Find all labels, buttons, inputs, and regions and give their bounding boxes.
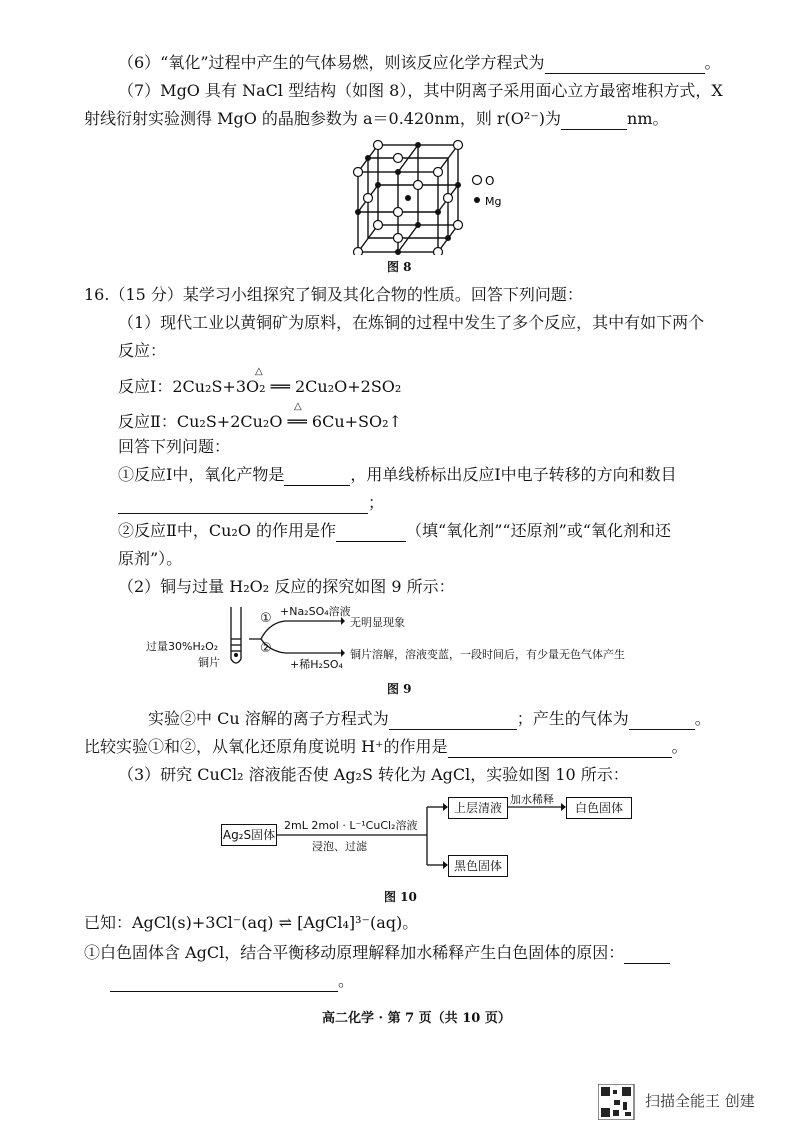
tube-label-h2o2: 过量30%H₂O₂ bbox=[146, 640, 219, 653]
qr-code-icon bbox=[598, 1084, 638, 1120]
q16-sub2: ②反应Ⅱ中，Cu₂O 的作用是作 （填“氧化剂”“还原剂”或“氧化剂和还 bbox=[118, 521, 671, 540]
legend-mg: Mg bbox=[485, 195, 502, 208]
q16-part2: （2）铜与过量 H₂O₂ 反应的探究如图 9 所示： bbox=[118, 577, 455, 596]
step-operation: 浸泡、过滤 bbox=[312, 840, 367, 853]
answer-blank[interactable] bbox=[389, 711, 517, 730]
figure-10-caption: 图 10 bbox=[384, 890, 417, 904]
mgo-crystal-diagram bbox=[340, 135, 520, 255]
q16-part1-line2: 反应： bbox=[118, 341, 167, 360]
answer-blank[interactable] bbox=[336, 523, 406, 542]
last-question: ①白色固体含 AgCl，结合平衡移动原理解释加水稀释产生白色固体的原因： bbox=[84, 942, 670, 964]
answer-blank[interactable] bbox=[118, 495, 368, 514]
answer-prompt: 回答下列问题： bbox=[118, 437, 231, 456]
question-7-line1: （7）MgO 具有 NaCl 型结构（如图 8），其中阴离子采用面心立方最密堆积方式，X bbox=[118, 81, 723, 100]
reaction-2: 反应Ⅱ：Cu₂S+2Cu₂O ══ 6Cu+SO₂↑ bbox=[118, 412, 402, 431]
answer-blank[interactable] bbox=[561, 111, 627, 130]
answer-blank[interactable] bbox=[448, 739, 672, 758]
black-solid-box: 黑色固体 bbox=[448, 855, 508, 877]
q16-sub1-line2: ； bbox=[118, 492, 384, 514]
question-7-line2: 射线衍射实验测得 MgO 的晶胞参数为 a＝0.420nm，则 r(O²⁻)为 nm。 bbox=[84, 109, 669, 128]
delta-symbol: △ bbox=[294, 401, 302, 412]
q16-part3: （3）研究 CuCl₂ 溶液能否使 Ag₂S 转化为 AgCl，实验如图 10 所示： bbox=[118, 765, 629, 784]
copper-piece bbox=[234, 653, 238, 657]
q16-part1-line1: （1）现代工业以黄铜矿为原料，在炼铜的过程中发生了多个反应，其中有如下两个 bbox=[118, 313, 705, 332]
comparison-question: 比较实验①和②，从氧化还原角度说明 H⁺的作用是 。 bbox=[84, 737, 688, 756]
scanner-watermark: 扫描全能王 创建 bbox=[645, 1092, 755, 1110]
figure-8-caption: 图 8 bbox=[387, 260, 412, 274]
question-16-header: 16.（15 分）某学习小组探究了铜及其化合物的性质。回答下列问题： bbox=[84, 285, 583, 304]
answer-blank[interactable] bbox=[284, 467, 350, 486]
page-footer: 高二化学 · 第 7 页（共 10 页） bbox=[322, 1011, 511, 1026]
tube-label-copper: 铜片 bbox=[198, 656, 220, 669]
answer-blank[interactable] bbox=[110, 973, 338, 992]
branch-2-result: 铜片溶解，溶液变蓝，一段时间后，有少量无色气体产生 bbox=[350, 648, 625, 661]
legend-o: O bbox=[485, 174, 495, 188]
q16-sub1: ①反应Ⅰ中，氧化产物是 ，用单线桥标出反应Ⅰ中电子转移的方向和数目 bbox=[118, 465, 677, 484]
experiment-question: 实验②中 Cu 溶解的离子方程式为 ；产生的气体为 。 bbox=[148, 709, 711, 728]
figure-9-caption: 图 9 bbox=[387, 682, 412, 696]
branch-2-number: ② bbox=[260, 641, 272, 656]
white-solid-box: 白色固体 bbox=[566, 797, 632, 819]
legend-o-marker bbox=[473, 176, 482, 185]
branch-1-number: ① bbox=[260, 611, 272, 626]
supernatant-box: 上层清液 bbox=[448, 797, 508, 819]
question-6: （6）“氧化”过程中产生的气体易燃，则该反应化学方程式为 。 bbox=[118, 53, 721, 72]
branch-2-reagent: +稀H₂SO₄ bbox=[290, 658, 343, 671]
answer-blank[interactable] bbox=[629, 711, 695, 730]
dilute-label: 加水稀释 bbox=[510, 793, 554, 806]
answer-blank[interactable] bbox=[624, 945, 670, 964]
legend-mg-marker bbox=[474, 197, 480, 203]
answer-blank[interactable] bbox=[545, 55, 705, 74]
step-reagent: 2mL 2mol · L⁻¹CuCl₂溶液 bbox=[284, 819, 418, 832]
last-question-line2: 。 bbox=[110, 970, 354, 992]
ag2s-solid-box: Ag₂S固体 bbox=[221, 824, 277, 846]
branch-arrow-2 bbox=[261, 639, 341, 653]
known-equilibrium: 已知：AgCl(s)+3Cl⁻(aq) ⇌ [AgCl₄]³⁻(aq)。 bbox=[84, 913, 419, 932]
branch-1-reagent: +Na₂SO₄溶液 bbox=[280, 605, 351, 618]
branch-1-result: 无明显现象 bbox=[350, 616, 405, 629]
reaction-1: 反应Ⅰ：2Cu₂S+3O₂ ══ 2Cu₂O+2SO₂ bbox=[118, 377, 402, 396]
q16-sub2-line2: 原剂”）。 bbox=[118, 549, 183, 568]
delta-symbol: △ bbox=[255, 366, 263, 377]
